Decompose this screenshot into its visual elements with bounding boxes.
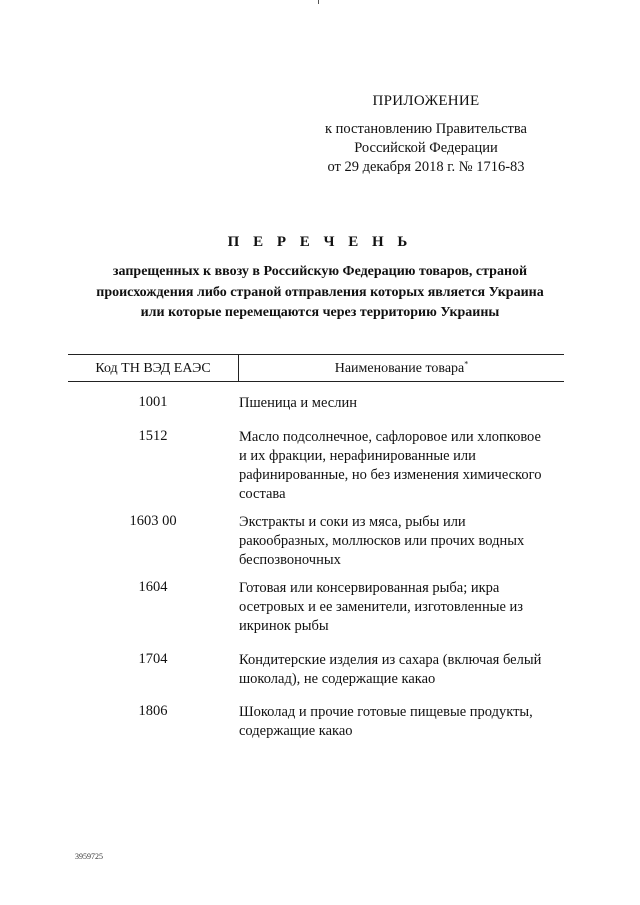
appendix-line: Российской Федерации (354, 140, 498, 156)
name-line: Экстракты и соки из мяса, рыбы или (239, 514, 466, 530)
table-row-code: 1001 (138, 394, 168, 410)
table-row-code: 1512 (138, 428, 168, 444)
appendix-title: ПРИЛОЖЕНИЕ (372, 93, 480, 109)
column-header-code: Код ТН ВЭД ЕАЭС (95, 361, 211, 376)
footnote-mark: * (464, 359, 469, 369)
appendix-line: к постановлению Правительства (325, 121, 527, 137)
table-top-rule (68, 354, 564, 355)
table-row-name (239, 513, 564, 570)
name-line: икринок рыбы (239, 618, 329, 634)
document-title: П Е Р Е Ч Е Н Ь (227, 234, 413, 250)
name-line: Шоколад и прочие готовые пищевые продукты, (239, 704, 533, 720)
name-line: и их фракции, нерафинированные или (239, 448, 476, 464)
table-row-name (239, 428, 564, 504)
name-line: Готовая или консервированная рыба; икра (239, 580, 500, 596)
document-id: 3959725 (75, 852, 103, 861)
column-header-name-text: Наименование товара (334, 361, 465, 376)
name-line: беспозвоночных (239, 552, 341, 568)
name-line: шоколад), не содержащие какао (239, 671, 436, 687)
name-line: Пшеница и меслин (239, 395, 357, 411)
name-line: рафинированные, но без изменения химического (239, 467, 542, 483)
table-row-code: 1603 00 (129, 513, 177, 529)
table-row-name (239, 651, 564, 689)
page-top-mark (318, 0, 319, 4)
table-row-code: 1806 (138, 703, 168, 719)
document-subtitle-line: или которые перемещаются через территорию Украины (140, 305, 500, 320)
table-header-bottom-rule (68, 381, 564, 382)
table-row-code: 1704 (138, 651, 168, 667)
name-line: Кондитерские изделия из сахара (включая белый (239, 652, 542, 668)
name-line: содержащие какао (239, 723, 353, 739)
table-row-name (239, 703, 564, 741)
document-subtitle-line: происхождения либо страной отправления которых является Украина (96, 285, 544, 300)
name-line: ракообразных, моллюсков или прочих водных (239, 533, 525, 549)
column-header-name (239, 361, 564, 377)
table-row-name (239, 394, 564, 413)
appendix-date-number: от 29 декабря 2018 г. № 1716-83 (327, 159, 525, 175)
name-line: осетровых и ее заменители, изготовленные из (239, 599, 523, 615)
document-subtitle-line: запрещенных к ввозу в Российскую Федерацию товаров, страной (112, 264, 528, 279)
table-row-code: 1604 (138, 579, 168, 595)
name-line: состава (239, 486, 286, 502)
table-row-name (239, 579, 564, 636)
name-line: Масло подсолнечное, сафлоровое или хлопковое (239, 429, 541, 445)
